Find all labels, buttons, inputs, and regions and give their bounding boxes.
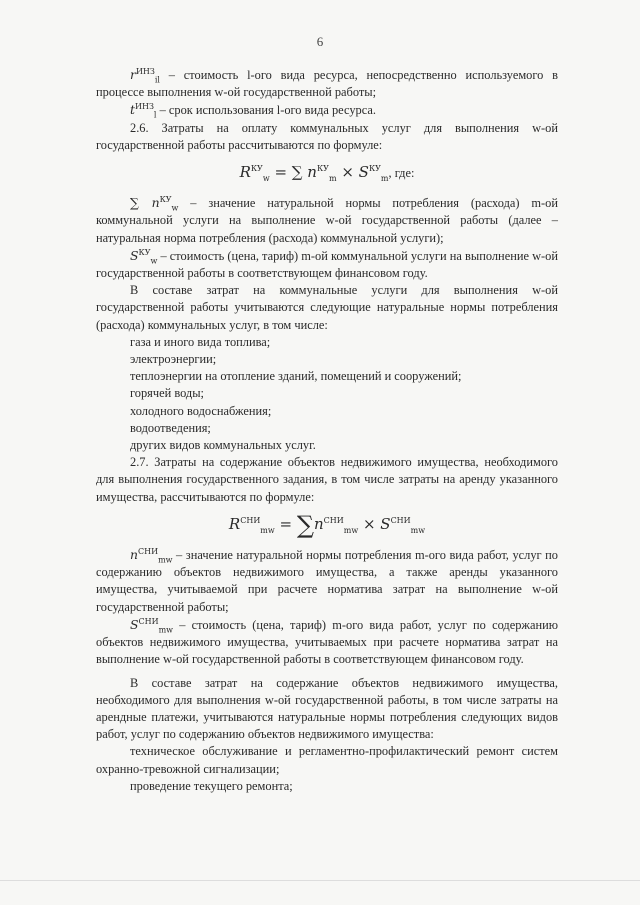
list-item: водоотведения;: [130, 420, 211, 435]
definition-s-w: $S^{КУ}_w$ – стоимость (цена, тариф) m-ой коммунальной услуги на выполнение w-ой государственной работы в соответствующем финансовом году.: [96, 247, 558, 281]
definition-r-il: $r^{ИНЗ}_{il}$ – стоимость l-ого вида ресурса, непосредственно используемого в процессе выполнения w-ой государственной работы;: [96, 66, 558, 100]
list-item: техническое обслуживание и регламентно-профилактический ремонт систем охранно-тревожной сигнализации;: [96, 744, 558, 776]
symbol-s-mw: $S^{СНИ}_{mw}$: [130, 616, 174, 635]
definition-n-mw: $n^{СНИ}_{mw}$ – значение натуральной нормы потребления m-ого вида работ, услуг по содержанию объектов недвижимого имущества, а также аренды указанного имущества, учитываемой при расчете норматива затрат на выполнение w-ой государственной работы;: [96, 546, 558, 614]
real-estate-norms-paragraph: В составе затрат на содержание объектов недвижимого имущества, необходимого для выполнения w-ой государственной работы, в том числе затраты на арендные платежи, учитываются натуральные нормы потребления следующих видов работ, услуг по содержанию объектов недвижимого имущества:: [96, 675, 558, 742]
list-item: холодного водоснабжения;: [130, 403, 272, 418]
symbol-n-w: ∑ $n^{КУ}_w$: [130, 195, 179, 213]
list-item: проведение текущего ремонта;: [130, 778, 293, 793]
scan-edge: [0, 880, 640, 881]
utilities-list: [96, 334, 558, 454]
list-item: электроэнергии;: [130, 352, 217, 367]
definition-s-mw: $S^{СНИ}_{mw}$ – стоимость (цена, тариф) m-ого вида работ, услуг по содержанию объектов недвижимого имущества, учитываемых при расчете норматива затрат на выполнение w-ой государственной работы в соответствующем финансовом году.: [96, 616, 558, 667]
formula-real-estate: $R^{СНИ}_{mw} = \sum n^{СНИ}_{mw} \times S^{СНИ}_{mw}$: [228, 510, 426, 539]
section-2-7-paragraph: 2.7. Затраты на содержание объектов недвижимого имущества, необходимого для выполнения государственного задания, в том числе затраты на аренду указанного имущества, рассчитываются по формуле:: [96, 455, 558, 504]
page-number: 6: [316, 34, 324, 49]
page-content: [96, 66, 558, 795]
list-item: газа и иного вида топлива;: [130, 334, 271, 349]
symbol-s-w: $S^{КУ}_w$: [130, 247, 158, 266]
list-item: других видов коммунальных услуг.: [130, 438, 316, 453]
real-estate-list: [96, 743, 558, 795]
definition-t-l: $t^{ИНЗ}_l$ – срок использования l-ого вида ресурса.: [130, 102, 376, 120]
list-item: теплоэнергии на отопление зданий, помещений и сооружений;: [130, 369, 462, 384]
symbol-r-il: $r^{ИНЗ}_{il}$: [130, 66, 160, 85]
list-item: горячей воды;: [130, 386, 204, 401]
utilities-norms-paragraph: В составе затрат на коммунальные услуги для выполнения w-ой государственной работы учитываются следующие натуральные нормы потребления (расхода) коммунальных услуг, в том числе:: [96, 283, 558, 332]
definition-n-w: ∑ $n^{КУ}_w$ – значение натуральной нормы потребления (расхода) m-ой коммунальной услуги на выполнение w-ой государственной работы (далее – натуральная норма потребления (расхода) коммунальной услуги);: [96, 195, 558, 245]
section-2-6-paragraph: 2.6. Затраты на оплату коммунальных услуг для выполнения w-ой государственной работы рассчитываются по формуле:: [96, 120, 558, 152]
symbol-t-l: $t^{ИНЗ}_l$: [130, 102, 157, 120]
formula-utilities: $R^{КУ}_w$ = ∑ $n^{КУ}_m \times S^{КУ}_m$, где:: [239, 163, 415, 184]
symbol-n-mw: $n^{СНИ}_{mw}$: [130, 546, 173, 565]
